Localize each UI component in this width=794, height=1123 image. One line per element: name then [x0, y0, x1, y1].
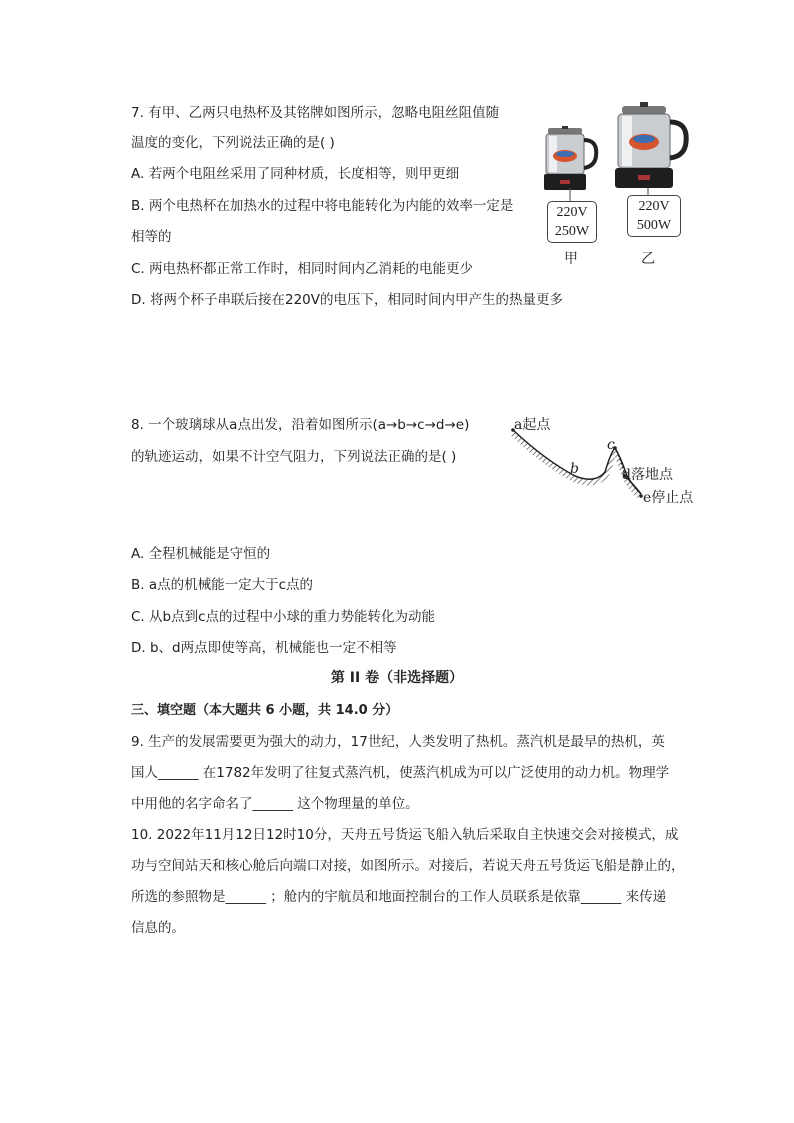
q7-option-b-line2: 相等的	[131, 229, 172, 245]
q7-option-a: A. 若两个电阻丝采用了同种材质，长度相等，则甲更细	[131, 166, 460, 182]
nameplate-yi-voltage: 220V	[638, 199, 670, 214]
q9-line2: 国人______ 在1782年发明了往复式蒸汽机，使蒸汽机成为可以广泛使用的动力机。物理学	[131, 765, 670, 781]
point-b-label: b	[570, 461, 579, 477]
nameplate-jia	[547, 201, 597, 243]
q10-line1: 10. 2022年11月12日12时10分，天舟五号货运飞船入轨后采取自主快速交会对接模式，成	[131, 827, 679, 843]
point-e-label: e停止点	[643, 490, 694, 506]
caption-yi: 乙	[641, 251, 655, 267]
q8-stem-line2: 的轨迹运动，如果不计空气阻力，下列说法正确的是( )	[131, 449, 457, 465]
point-d-label: d落地点	[622, 467, 673, 483]
q8-option-a: A. 全程机械能是守恒的	[131, 546, 271, 562]
q9-line3: 中用他的名字命名了______ 这个物理量的单位。	[131, 796, 419, 812]
cup-yi-illustration	[612, 102, 692, 194]
q10-line2: 功与空间站天和核心舱后向端口对接，如图所示。对接后，若说天舟五号货运飞船是静止的，	[131, 858, 685, 874]
q10-line4: 信息的。	[131, 920, 185, 936]
section-title: 第 II 卷（非选择题）	[330, 670, 464, 686]
q8-option-d: D. b、d两点即使等高，机械能也一定不相等	[131, 640, 397, 656]
section-heading: 三、填空题（本大题共 6 小题，共 14.0 分）	[131, 703, 399, 718]
nameplate-jia-voltage: 220V	[556, 205, 588, 220]
nameplate-yi	[627, 195, 681, 237]
nameplate-yi-power: 500W	[636, 218, 672, 233]
q7-option-b-line1: B. 两个电热杯在加热水的过程中将电能转化为内能的效率一定是	[131, 198, 514, 214]
q8-option-b: B. a点的机械能一定大于c点的	[131, 577, 314, 593]
q7-stem-line2: 温度的变化，下列说法正确的是( )	[131, 135, 335, 151]
q10-line3: 所选的参照物是______ ；舱内的宇航员和地面控制台的工作人员联系是依靠______ 来传递	[131, 889, 667, 905]
q7-option-c: C. 两电热杯都正常工作时，相同时间内乙消耗的电能更少	[131, 261, 474, 277]
nameplate-jia-power: 250W	[554, 224, 590, 239]
q8-option-c: C. 从b点到c点的过程中小球的重力势能转化为动能	[131, 609, 435, 625]
caption-jia: 甲	[564, 251, 578, 267]
point-a-label: a起点	[514, 417, 551, 433]
q7-stem-line1: 7. 有甲、乙两只电热杯及其铭牌如图所示，忽略电阻丝阻值随	[131, 105, 500, 121]
point-c-label: c	[607, 437, 615, 453]
q9-line1: 9. 生产的发展需要更为强大的动力，17世纪，人类发明了热机。蒸汽机是最早的热机，英	[131, 734, 665, 750]
q8-stem-line1: 8. 一个玻璃球从a点出发，沿着如图所示(a→b→c→d→e)	[131, 417, 470, 433]
q7-option-d: D. 将两个杯子串联后接在220V的电压下，相同时间内甲产生的热量更多	[131, 292, 563, 308]
